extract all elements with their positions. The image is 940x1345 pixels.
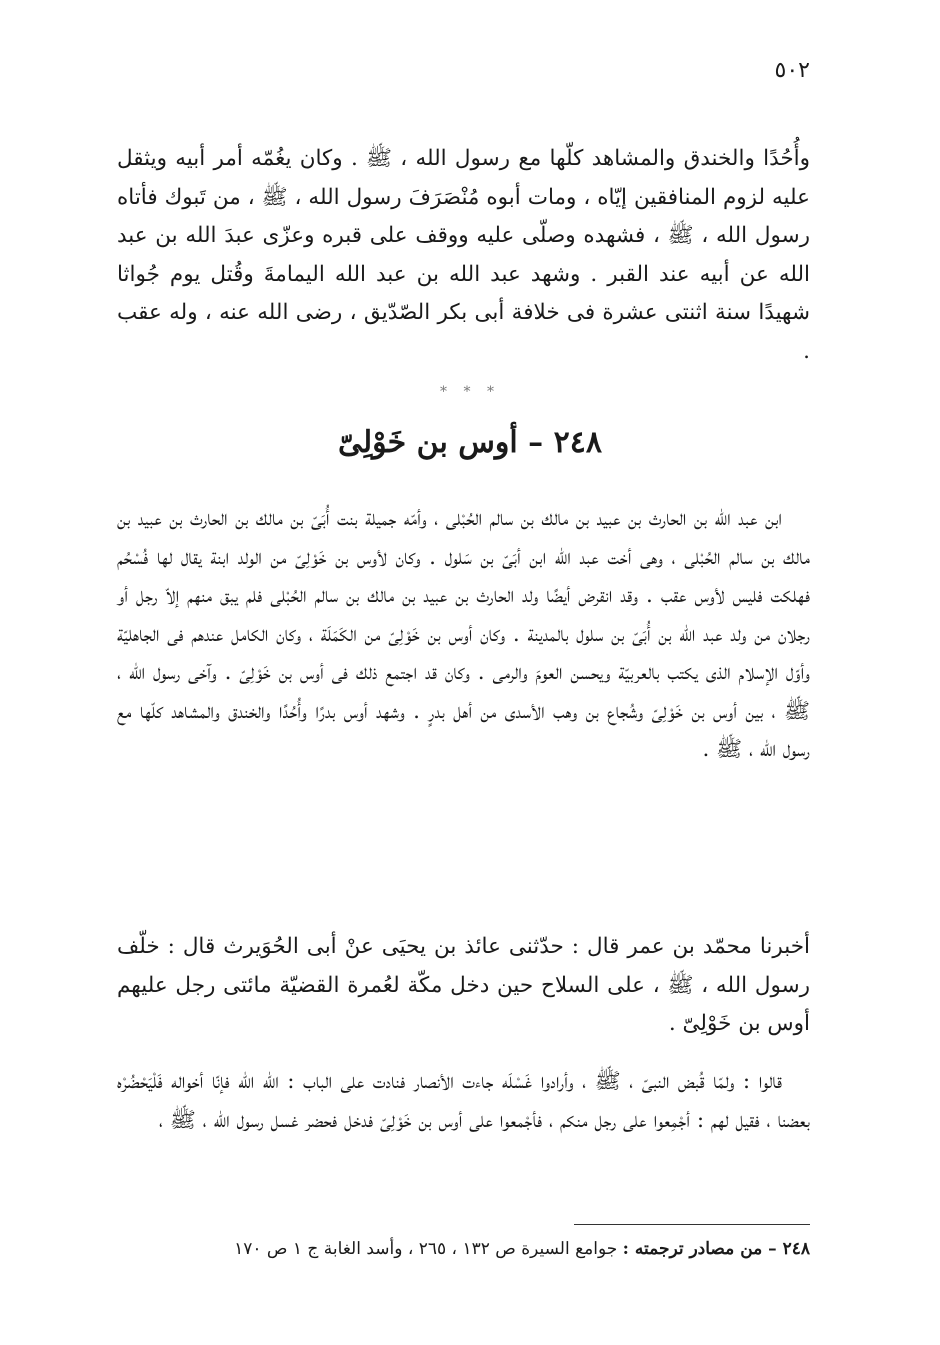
paragraph-text: أخبرنا محمّد بن عمر قال : حدّثنى عائذ بن يحيَى عنْ أبى الحُوَيرث قال : خلّف رسول الله ، ﷺ ، على السلاح حين دخل مكّة لعُمرة القضيّة مائتى رجل عليهم أوس بن خَوْلِىّ . [117, 934, 810, 1036]
page-number: ٥٠٢ [774, 58, 810, 83]
entry-heading: ٢٤٨ – أوس بن خَوْلِىّ [338, 425, 602, 460]
entry-paragraph-3 [117, 1063, 810, 1140]
footnote [117, 1236, 810, 1262]
section-separator: * * * [440, 384, 500, 400]
footnote-text: جوامع السيرة ص ١٣٢ ، ٢٦٥ ، وأسد الغابة ج ١ ص ١٧٠ [234, 1239, 623, 1259]
previous-entry-paragraph [117, 140, 810, 371]
footnote-label: ٢٤٨ – من مصادر ترجمته : [622, 1239, 810, 1259]
paragraph-text: وأُحُدًا والخندق والمشاهد كلّها مع رسول الله ، ﷺ . وكان يغُمّه أمر أبيه ويثقل عليه لزوم المنافقين إيّاه ، ومات أبوه مُنْصَرَفَ رسول الله ، ﷺ ، من تَبوك فأتاه رسول الله ، ﷺ ، فشهده وصلّى عليه ووقف على قبره وعزّى عبدَ الله بن عبد الله عن أبيه عند القبر . وشهد عبد الله بن عبد الله اليمامةَ وقُتل يوم جُواثا شهيدًا سنة اثنتى عشرة فى خلافة أبى بكر الصّدّيق ، رضى الله عنه ، وله عقب . [117, 146, 810, 364]
entry-paragraph-1 [117, 500, 810, 770]
footnote-divider [574, 1224, 810, 1225]
paragraph-text: قالوا : ولمّا قُبض النبىّ ، ﷺ ، وأرادوا غَسْلَه جاءت الأنصار فنادت على الباب : الله الله فإنّا أخواله فَلْيَحْضُرْه بعضنا ، فقيل لهم : أجْمِعوا على رجل منكم ، فأجْمعوا على أوس بن خَوْلِىّ فدخل فحضر غسل رسول الله ، ﷺ ، [117, 1069, 810, 1133]
entry-paragraph-2 [117, 928, 810, 1044]
paragraph-text: ابن عبد الله بن الحارث بن عبيد بن مالك بن سالم الحُبْلى ، وأمّه جميلة بنت أُبَىّ بن مالك بن الحارث بن عبيد بن مالك بن سالم الحُبْلى ، وهى أخت عبد الله ابن أبَىّ بن سَلول . وكان لأوس بن خَوْلِىّ من الولد ابنة يقال لها فُسْحُم فهلكت فليس لأوس عقب . وقد انقرض أيضًا ولد الحارث بن عبيد بن مالك بن سالم الحُبْلى فلم يبق منهم إلاّ رجل أو رجلان من ولد عبد الله بن أُبَىّ بن سلول بالمدينة . وكان أوس بن خَوْلِىّ من الكَمَلَة ، وكان الكامل عندهم فى الجاهليّة وأوّل الإسلام الذى يكتب بالعربيّة ويحسن العومَ والرمى . وكان قد اجتمع ذلك فى أوس بن خَوْلِىّ . وآخى رسول الله ، ﷺ ، بين أوس بن خَوْلِىّ وشُجاع بن وهب الأسدى من أهل بدرٍ . وشهد أوس بدرًا وأُحُدًا والخندق والمشاهد كلّها مع رسول الله ، ﷺ . [117, 506, 810, 762]
